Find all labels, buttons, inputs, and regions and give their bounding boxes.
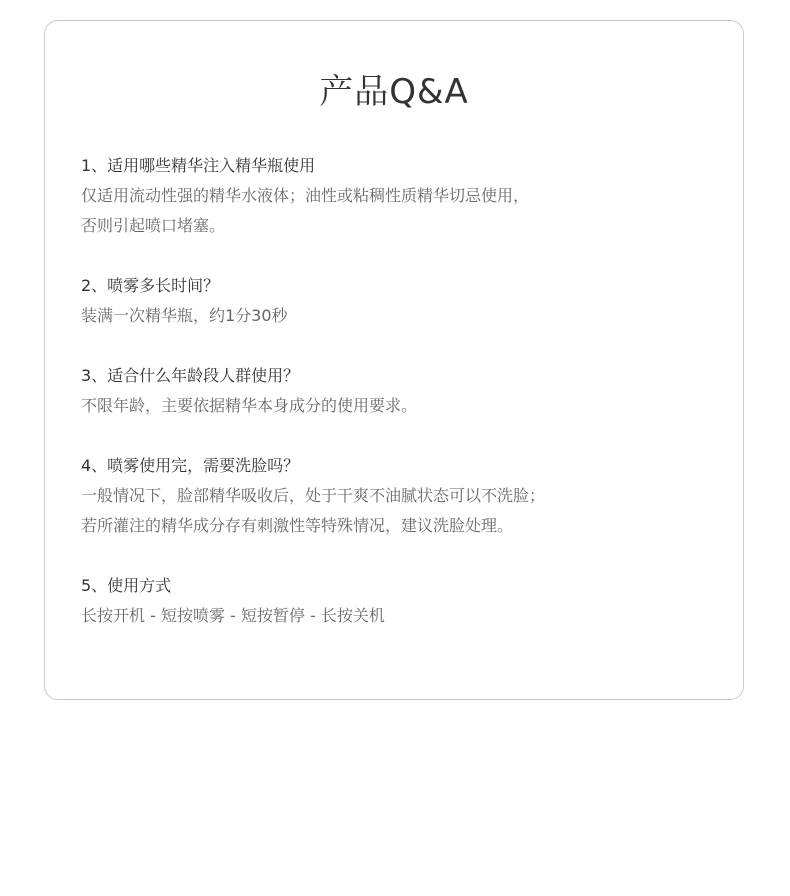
faq-answer-line: 长按开机 - 短按喷雾 - 短按暂停 - 长按关机	[81, 606, 385, 625]
qa-card	[44, 20, 744, 700]
faq-item	[81, 271, 701, 331]
faq-answer-line: 若所灌注的精华成分存有刺激性等特殊情况，建议洗脸处理。	[81, 516, 514, 535]
faq-list	[81, 151, 701, 661]
faq-question: 4、喷雾使用完，需要洗脸吗？	[81, 456, 300, 475]
faq-answer-line: 一般情况下，脸部精华吸收后，处于干爽不油腻状态可以不洗脸；	[81, 486, 546, 505]
faq-answer-line: 装满一次精华瓶，约1分30秒	[81, 306, 288, 325]
faq-question: 5、使用方式	[81, 576, 172, 595]
faq-question: 3、适合什么年龄段人群使用？	[81, 366, 300, 385]
faq-question: 2、喷雾多长时间？	[81, 276, 220, 295]
faq-item	[81, 571, 701, 631]
faq-answer-line: 不限年龄，主要依据精华本身成分的使用要求。	[81, 396, 418, 415]
faq-answer-line: 仅适用流动性强的精华水液体；油性或粘稠性质精华切忌使用，	[81, 186, 530, 205]
faq-item	[81, 151, 701, 241]
faq-item	[81, 451, 701, 541]
faq-item	[81, 361, 701, 421]
page-title: 产品Q&A	[319, 72, 469, 112]
faq-answer-line: 否则引起喷口堵塞。	[81, 216, 226, 235]
faq-question: 1、适用哪些精华注入精华瓶使用	[81, 156, 316, 175]
